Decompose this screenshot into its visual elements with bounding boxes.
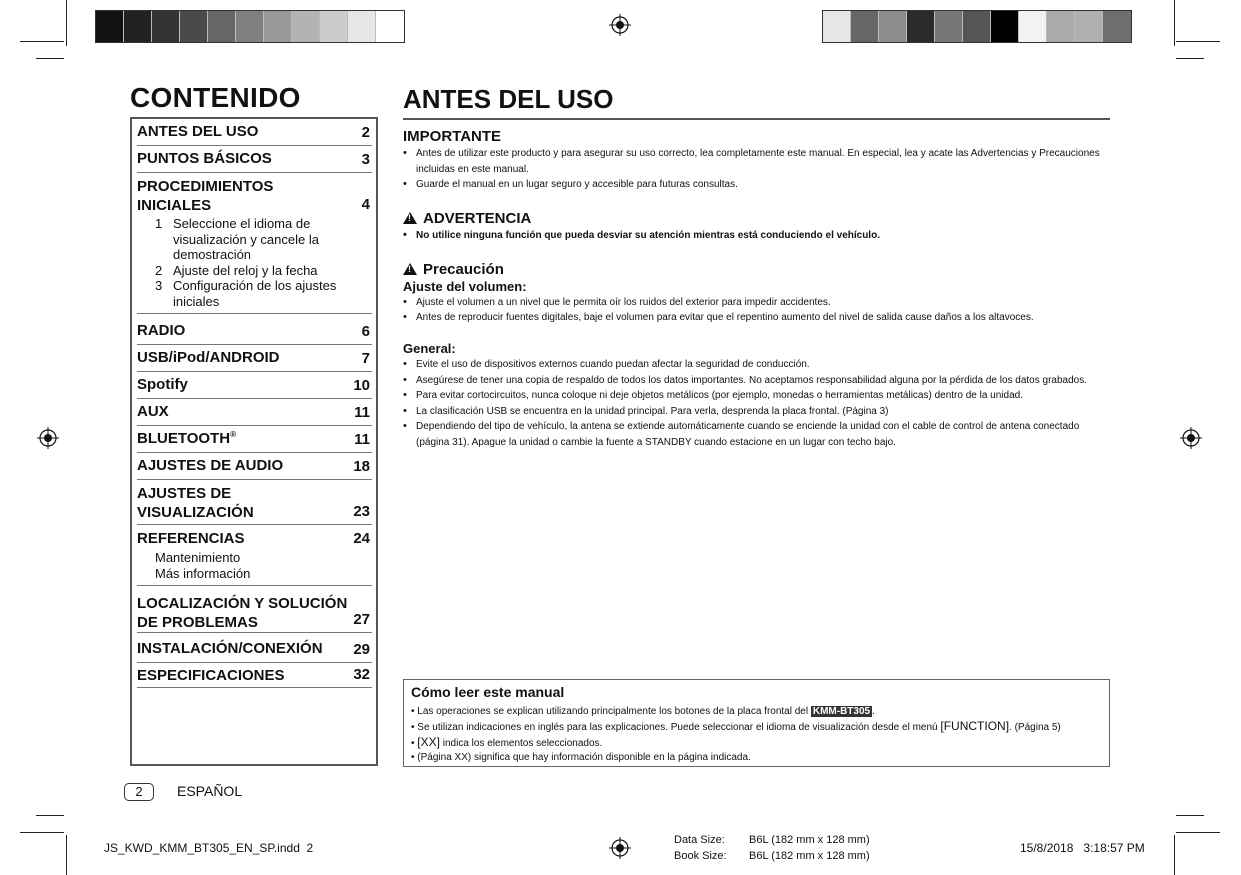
bullet-text-line: Antes de utilizar este producto y para asegurar su uso correcto, lea completamente este manual. En especial, lea y acate las Advertencias y Precauciones <box>416 148 1100 159</box>
caution-icon <box>403 263 417 275</box>
how-to-read-box <box>403 679 1110 767</box>
slug-time: 3:18:57 PM <box>1083 841 1145 855</box>
general-bullet: • Asegúrese de tener una copia de respaldo de todos los datos importantes. No aceptamos responsabilidad alguna por la pérdida de los datos grabados. <box>403 373 1103 389</box>
how-to-read-heading: Cómo leer este manual <box>411 684 565 700</box>
page-title: ANTES DEL USO <box>403 84 614 114</box>
color-swatch <box>320 11 348 42</box>
toc-sub-number: 3 <box>155 278 163 293</box>
toc-sub-number: 1 <box>155 216 163 231</box>
how-to-bullet: • [XX] indica los elementos seleccionados. <box>411 735 603 749</box>
toc-entry-label: USB/iPod/ANDROID <box>137 349 280 366</box>
toc-entry[interactable] <box>137 592 372 633</box>
toc-entry-label-text: BLUETOOTH <box>137 430 231 447</box>
bullet-text: Guarde el manual en un lugar seguro y accesible para futuras consultas. <box>416 179 738 190</box>
color-swatch <box>991 11 1019 42</box>
general-bullet: • La clasificación USB se encuentra en la unidad principal. Para verla, desprenda la placa frontal. (Página 3) <box>403 404 1103 420</box>
toc-entry[interactable] <box>137 428 372 453</box>
bullet-text: (Página XX) significa que hay información disponible en la página indicada. <box>417 752 751 763</box>
advertencia-heading <box>403 210 531 227</box>
color-swatch <box>124 11 152 42</box>
bullet-text: Ajuste el volumen a un nivel que le permita oír los ruidos del exterior para impedir accidentes. <box>416 297 831 308</box>
volumen-heading: Ajuste del volumen: <box>403 279 527 294</box>
toc-entry-label: AJUSTES DE AUDIO <box>137 457 284 474</box>
registration-mark-icon <box>37 427 59 449</box>
slug-book-size-value: B6L (182 mm x 128 mm) <box>749 850 870 862</box>
bullet-text: Se utilizan indicaciones en inglés para las explicaciones. Puede seleccionar el idioma de visualización desde el menú <box>417 722 938 733</box>
toc-entry-label: AUX <box>137 403 169 420</box>
toc-entry-page: 3 <box>361 151 370 168</box>
bullet-text <box>403 419 1103 450</box>
toc-entry-label-line: LOCALIZACIÓN Y SOLUCIÓN <box>137 595 348 612</box>
general-heading: General: <box>403 341 456 356</box>
color-bar-right <box>822 10 1132 43</box>
color-swatch <box>180 11 208 42</box>
toc-entry-label-line: DE PROBLEMAS <box>137 614 258 631</box>
color-swatch <box>1047 11 1075 42</box>
toc-entry[interactable] <box>137 320 372 345</box>
warning-icon <box>403 212 417 224</box>
toc-entry-page: 18 <box>353 458 370 475</box>
key-reference: [XX] <box>417 735 440 749</box>
color-swatch <box>1019 11 1047 42</box>
toc-entry[interactable] <box>137 347 372 372</box>
bullet-text <box>403 146 1103 177</box>
toc-entry-label: ANTES DEL USO <box>137 123 259 140</box>
toc-entry[interactable] <box>137 175 372 314</box>
color-swatch <box>292 11 320 42</box>
registration-mark-icon <box>609 837 631 859</box>
toc-sub-text: Configuración de los ajustes <box>173 278 337 293</box>
toc-sub-text: demostración <box>173 247 252 262</box>
color-swatch <box>236 11 264 42</box>
toc-entry-page: 27 <box>353 611 370 628</box>
toc-entry-page: 24 <box>353 530 370 547</box>
toc-entry-page: 11 <box>354 431 370 448</box>
toc-entry-page: 29 <box>353 641 370 658</box>
toc-sub-item[interactable] <box>155 550 250 581</box>
toc-entry-page: 6 <box>361 323 370 340</box>
advertencia-bullet: • No utilice ninguna función que pueda desviar su atención mientras está conduciendo el vehículo. <box>403 228 1103 244</box>
color-swatch <box>963 11 991 42</box>
crop-mark <box>1176 58 1204 59</box>
bullet-text-line: Dependiendo del tipo de vehículo, la antena se extiende automáticamente cuando se enciende la unidad con el cable de control de antena conectado <box>416 421 1080 432</box>
general-bullet: • Para evitar cortocircuitos, nunca coloque ni deje objetos metálicos (por ejemplo, monedas o herramientas metálicas) dentro de la unidad. <box>403 388 1103 404</box>
color-swatch <box>208 11 236 42</box>
slug-timestamp <box>1020 841 1145 855</box>
bullet-text: La clasificación USB se encuentra en la unidad principal. Para verla, desprenda la placa frontal. (Página 3) <box>416 406 889 417</box>
bullet-text-line: (página 31). Apague la unidad o cambie la fuente a STANDBY cuando estacione en un lugar con techo bajo. <box>416 436 896 448</box>
toc-entry[interactable] <box>137 638 372 663</box>
toc-entry-label-line: AJUSTES DE <box>137 485 232 502</box>
bullet-text: indica los elementos seleccionados. <box>442 738 603 749</box>
importante-bullet: • Guarde el manual en un lugar seguro y accesible para futuras consultas. <box>403 177 1103 193</box>
crop-mark <box>1176 41 1220 42</box>
toc-sub-text: Seleccione el idioma de <box>173 216 311 231</box>
color-bar-left <box>95 10 405 43</box>
toc-entry[interactable] <box>137 121 372 146</box>
toc-entry-label <box>137 592 372 632</box>
toc-sub-text: visualización y cancele la <box>173 231 319 247</box>
toc-entry-page: 10 <box>353 377 370 394</box>
toc-entry-label: RADIO <box>137 322 186 339</box>
color-swatch <box>152 11 180 42</box>
toc-entry[interactable] <box>137 528 372 586</box>
toc-entry-page: 7 <box>361 350 370 367</box>
slug-file-page: 2 <box>306 841 314 855</box>
precaucion-heading <box>403 261 504 278</box>
color-swatch <box>907 11 935 42</box>
crop-mark <box>66 0 67 46</box>
slug-data-size-value: B6L (182 mm x 128 mm) <box>749 834 870 846</box>
toc-entry-label-line: VISUALIZACIÓN <box>137 504 254 521</box>
page-number: 2 <box>124 783 154 801</box>
crop-mark <box>1176 832 1220 833</box>
color-swatch <box>823 11 851 42</box>
color-swatch <box>935 11 963 42</box>
toc-sub-item[interactable] <box>155 216 319 262</box>
toc-entry-label <box>137 482 372 522</box>
toc-entry-label: INSTALACIÓN/CONEXIÓN <box>137 640 323 657</box>
toc-entry-page: 4 <box>361 196 370 213</box>
toc-entry-label: PUNTOS BÁSICOS <box>137 150 272 167</box>
toc-sub-item[interactable] <box>155 278 337 309</box>
slug-data-size-label: Data Size: <box>674 834 725 846</box>
crop-mark <box>20 832 64 833</box>
color-swatch <box>851 11 879 42</box>
toc-entry-label: ESPECIFICACIONES <box>137 667 285 684</box>
crop-mark <box>36 58 64 59</box>
importante-bullet: • Antes de utilizar este producto y para asegurar su uso correcto, lea completamente este manual. En especial, lea y acate las Advertencias y Precauciones incluidas en este manual. <box>403 146 1103 177</box>
crop-mark <box>1176 815 1204 816</box>
color-swatch <box>879 11 907 42</box>
bullet-text: Las operaciones se explican utilizando principalmente los botones de la placa frontal del <box>417 706 809 717</box>
slug-filename-text: JS_KWD_KMM_BT305_EN_SP.indd <box>104 841 300 855</box>
how-to-bullet: • (Página XX) significa que hay información disponible en la página indicada. <box>411 752 751 763</box>
toc-sub-text: Más información <box>155 565 251 581</box>
toc-entry-label: Spotify <box>137 376 188 393</box>
title-rule <box>403 118 1110 120</box>
general-bullet: • Evite el uso de dispositivos externos cuando puedan afectar la seguridad de conducción. <box>403 357 1103 373</box>
toc-entry-label-line: INICIALES <box>137 197 212 214</box>
toc-title: CONTENIDO <box>130 82 301 113</box>
crop-mark <box>20 41 64 42</box>
model-badge: KMM-BT305 <box>812 706 871 717</box>
how-to-bullet: • Se utilizan indicaciones en inglés para las explicaciones. Puede seleccionar el idioma de visualización desde el menú [FUNCTION]. (Página 5) <box>411 719 1061 733</box>
color-swatch <box>96 11 124 42</box>
bullet-text: Antes de reproducir fuentes digitales, baje el volumen para evitar que el repentino aumento del nivel de salida cause daños a los altavoces. <box>416 312 1034 323</box>
color-swatch <box>376 11 404 42</box>
toc-entry-page: 11 <box>354 404 370 421</box>
crop-mark <box>1174 835 1175 875</box>
registration-mark-icon <box>609 14 631 36</box>
how-to-bullet: • Las operaciones se explican utilizando principalmente los botones de la placa frontal del KMM-BT305 . <box>411 706 875 717</box>
toc-entry[interactable] <box>137 401 372 426</box>
language-label: ESPAÑOL <box>177 783 243 799</box>
crop-mark <box>1174 0 1175 46</box>
toc-entry[interactable] <box>137 665 372 688</box>
bullet-text: Para evitar cortocircuitos, nunca coloque ni deje objetos metálicos (por ejemplo, monedas o herramientas metálicas) dentro de la unidad. <box>416 390 1023 401</box>
toc-entry-page: 2 <box>361 124 370 141</box>
toc-entry-label: REFERENCIAS <box>137 530 245 547</box>
importante-heading: IMPORTANTE <box>403 128 502 145</box>
slug-date: 15/8/2018 <box>1020 841 1074 855</box>
crop-mark <box>66 835 67 875</box>
crop-mark <box>36 815 64 816</box>
registration-mark-icon <box>1180 427 1202 449</box>
precaucion-heading-text: Precaución <box>423 261 504 278</box>
toc-sub-item[interactable] <box>155 263 318 279</box>
menu-reference: [FUNCTION] <box>940 719 1010 733</box>
color-swatch <box>1103 11 1131 42</box>
bullet-text: Asegúrese de tener una copia de respaldo de todos los datos importantes. No aceptamos responsabilidad alguna por la pérdida de los datos grabados. <box>416 375 1087 386</box>
bullet-text: No utilice ninguna función que pueda desviar su atención mientras está conduciendo el vehículo. <box>416 230 880 241</box>
toc-entry[interactable] <box>137 455 372 480</box>
toc-entry[interactable] <box>137 148 372 173</box>
volumen-bullet: • Ajuste el volumen a un nivel que le permita oír los ruidos del exterior para impedir accidentes. <box>403 295 1103 311</box>
bullet-text: . (Página 5) <box>1009 722 1061 733</box>
volumen-bullet: • Antes de reproducir fuentes digitales, baje el volumen para evitar que el repentino aumento del nivel de salida cause daños a los altavoces. <box>403 310 1103 326</box>
bullet-text: Evite el uso de dispositivos externos cuando puedan afectar la seguridad de conducción. <box>416 359 810 370</box>
toc-entry[interactable] <box>137 374 372 399</box>
advertencia-heading-text: ADVERTENCIA <box>423 210 532 227</box>
toc-sub-number: 2 <box>155 263 163 278</box>
color-swatch <box>264 11 292 42</box>
bullet-text: . <box>872 706 875 717</box>
toc-entry[interactable] <box>137 482 372 525</box>
general-bullet: • Dependiendo del tipo de vehículo, la antena se extiende automáticamente cuando se enciende la unidad con el cable de control de antena conectado (página 31). Apague la unidad o cambie la fuente a STANDBY cuando estacione en un lugar con techo bajo. <box>403 419 1103 450</box>
color-swatch <box>348 11 376 42</box>
slug-book-size-label: Book Size: <box>674 850 727 862</box>
color-swatch <box>1075 11 1103 42</box>
toc-sub-text: Ajuste del reloj y la fecha <box>173 263 318 278</box>
toc-entry-label <box>137 175 372 215</box>
toc-sub-text: iniciales <box>173 293 220 309</box>
toc-entry-page: 32 <box>353 666 370 683</box>
toc-entry-label-line: PROCEDIMIENTOS <box>137 178 274 195</box>
toc-sub-text: Mantenimiento <box>155 550 241 565</box>
registered-mark: ® <box>230 430 236 439</box>
toc-entry-page: 23 <box>353 503 370 520</box>
slug-filename <box>104 841 313 855</box>
toc-entry-label <box>137 428 372 447</box>
bullet-text-line: incluidas en este manual. <box>416 163 529 175</box>
